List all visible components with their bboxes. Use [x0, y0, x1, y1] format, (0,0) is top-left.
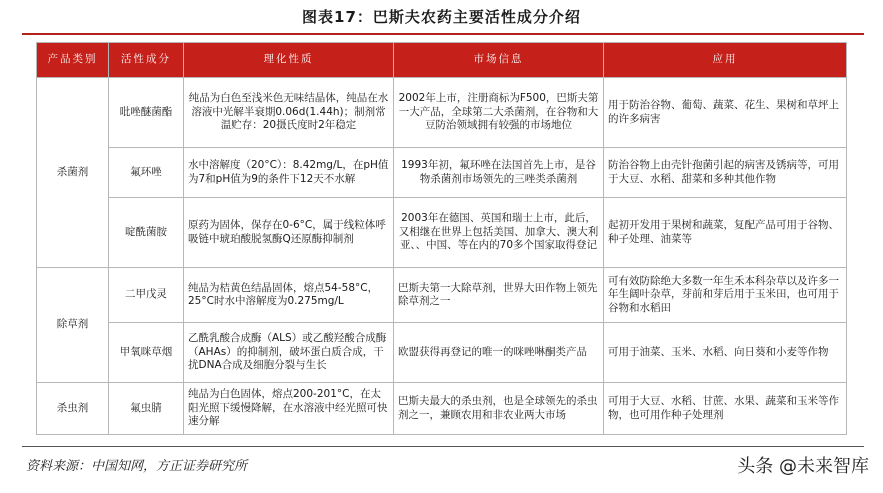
ingredient-cell: 吡唑醚菌酯	[109, 78, 184, 148]
ingredient-cell: 二甲戊灵	[109, 268, 184, 323]
properties-cell: 水中溶解度（20°C）：8.42mg/L，在pH值为7和pH值为9的条件下12天不水解	[184, 148, 394, 198]
properties-cell: 乙酰乳酸合成酶（ALS）或乙酸羟酸合成酶（AHAs）的抑制剂，破坏蛋白质合成，干扰DNA合成及细胞分裂与生长	[184, 323, 394, 383]
category-cell-insecticide: 杀虫剂	[37, 383, 109, 435]
header-ingredient: 活性成分	[109, 43, 184, 78]
application-cell: 用于防治谷物、葡萄、蔬菜、花生、果树和草坪上的许多病害	[604, 78, 847, 148]
table-row	[37, 268, 847, 323]
market-cell: 2002年上市，注册商标为F500，巴斯夫第一大产品，全球第二大杀菌剂，在谷物和大豆防治领域拥有较强的市场地位	[394, 78, 604, 148]
application-cell: 可用于油菜、玉米、水稻、向日葵和小麦等作物	[604, 323, 847, 383]
source-note: 资料来源：中国知网，方正证券研究所	[26, 459, 248, 474]
application-cell: 防治谷物上由壳针孢菌引起的病害及锈病等，可用于大豆、水稻、甜菜和多种其他作物	[604, 148, 847, 198]
category-cell-herbicide: 除草剂	[37, 268, 109, 383]
title-divider	[22, 33, 864, 35]
header-market: 市场信息	[394, 43, 604, 78]
pesticide-table	[36, 42, 847, 435]
table-row	[37, 383, 847, 435]
application-cell: 可用于大豆、水稻、甘蔗、水果、蔬菜和玉米等作物，也可用作种子处理剂	[604, 383, 847, 435]
table-row	[37, 198, 847, 268]
footer-divider	[22, 446, 864, 447]
header-category: 产品类别	[37, 43, 109, 78]
properties-cell: 纯品为白色固体，熔点200-201°C，在太阳光照下缓慢降解，在水溶液中经光照可快速分解	[184, 383, 394, 435]
ingredient-cell: 甲氧咪草烟	[109, 323, 184, 383]
market-cell: 巴斯夫第一大除草剂，世界大田作物上领先除草剂之一	[394, 268, 604, 323]
header-properties: 理化性质	[184, 43, 394, 78]
application-cell: 起初开发用于果树和蔬菜，复配产品可用于谷物、种子处理、油菜等	[604, 198, 847, 268]
application-cell: 可有效防除绝大多数一年生禾本科杂草以及许多一年生阔叶杂草，芽前和芽后用于玉米田，也可用于谷物和水稻田	[604, 268, 847, 323]
watermark: 头条 @未来智库	[737, 456, 869, 477]
ingredient-cell: 氟虫腈	[109, 383, 184, 435]
header-application: 应用	[604, 43, 847, 78]
ingredient-cell: 氟环唑	[109, 148, 184, 198]
properties-cell: 纯品为白色至浅米色无味结晶体，纯品在水溶液中光解半衰期0.06d(1.44h)；制剂常温贮存：20摄氏度时2年稳定	[184, 78, 394, 148]
ingredient-cell: 啶酰菌胺	[109, 198, 184, 268]
table-header-row	[37, 43, 847, 78]
market-cell: 巴斯夫最大的杀虫剂，也是全球领先的杀虫剂之一，兼顾农用和非农业两大市场	[394, 383, 604, 435]
page-title: 图表17：巴斯夫农药主要活性成分介绍	[302, 8, 581, 26]
properties-cell: 原药为固体，保存在0-6°C，属于线粒体呼吸链中琥珀酸脱氢酶Q还原酶抑制剂	[184, 198, 394, 268]
table-row	[37, 148, 847, 198]
table-row	[37, 323, 847, 383]
category-cell-fungicide: 杀菌剂	[37, 78, 109, 268]
market-cell: 欧盟获得再登记的唯一的咪唑啉酮类产品	[394, 323, 604, 383]
properties-cell: 纯品为桔黄色结晶固体，熔点54-58°C，25°C时水中溶解度为0.275mg/L	[184, 268, 394, 323]
market-cell: 2003年在德国、英国和瑞士上市，此后，又相继在世界上包括美国、加拿大、澳大利亚、、中国、等在内的70多个国家取得登记	[394, 198, 604, 268]
table-row	[37, 78, 847, 148]
market-cell: 1993年初，氟环唑在法国首先上市，是谷物杀菌剂市场领先的三唑类杀菌剂	[394, 148, 604, 198]
